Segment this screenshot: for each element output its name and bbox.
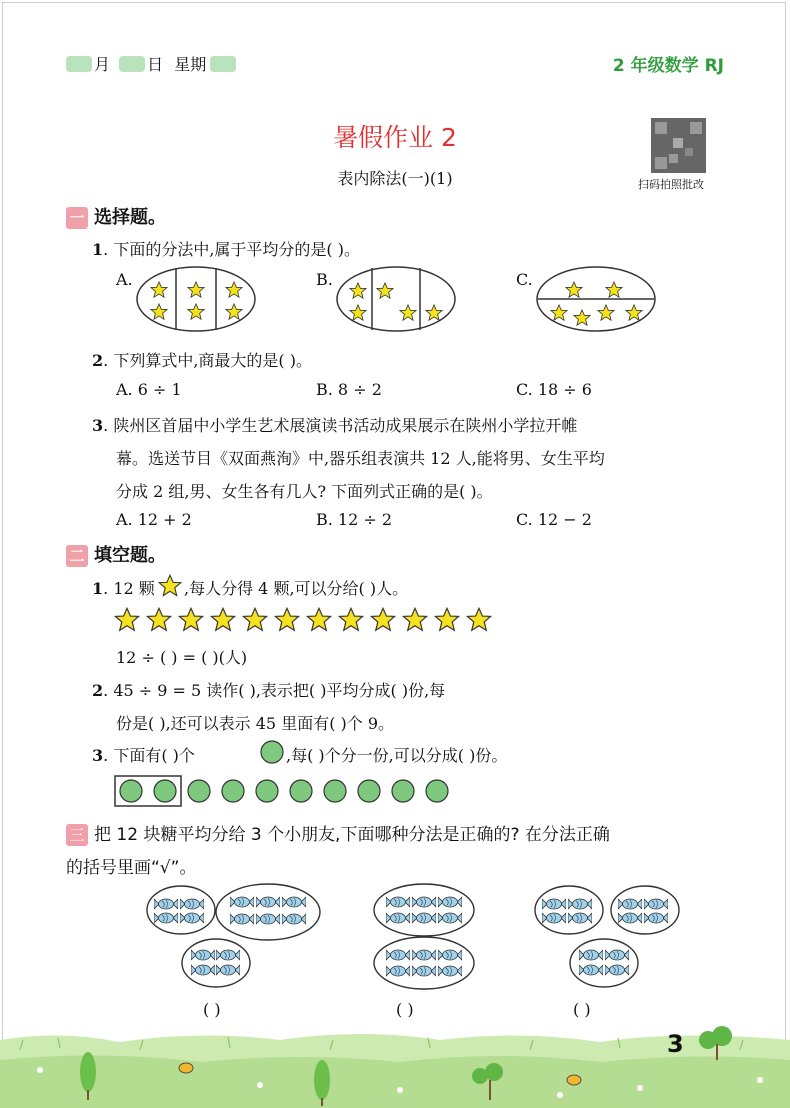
q1-2-option-c: C. 18 ÷ 6: [516, 380, 592, 399]
star-icon: [159, 575, 181, 595]
twelve-stars-row: [115, 608, 490, 630]
page-subtitle: 表内除法(一)(1): [337, 169, 453, 188]
q2-1-formula: 12 ÷ ( ) = ( )(人): [116, 648, 248, 667]
candy-option-1: [147, 884, 320, 987]
q2-1-pre: 1. 12 颗: [92, 579, 155, 598]
candy-option-3: [535, 886, 679, 987]
q1-3-option-b: B. 12 ÷ 2: [316, 510, 393, 529]
candy-option-2: [374, 884, 474, 989]
q1-1-option-a: A.: [116, 270, 133, 289]
q2-1-post: ,每人分得 4 颗,可以分给( )人。: [184, 579, 409, 598]
date-header: 月 日 星期: [66, 52, 236, 75]
q1-2-option-a: A. 6 ÷ 1: [116, 380, 182, 399]
q1-3-option-a: A. 12 + 2: [116, 510, 192, 529]
section-3-line1: 三 把 12 块糖平均分给 3 个小朋友,下面哪种分法是正确的? 在分法正确: [66, 820, 610, 846]
section-2-heading: 二 填空题。: [66, 541, 166, 567]
page-title: 暑假作业 2: [333, 123, 457, 152]
section-1-heading: 一 选择题。: [66, 203, 166, 229]
green-circle-icon: [261, 741, 283, 763]
q1-3-line3: 分成 2 组,男、女生各有几人? 下面列式正确的是( )。: [116, 482, 493, 501]
q2-2-line1: 2. 45 ÷ 9 = 5 读作( ),表示把( )平均分成( )份,每: [92, 681, 446, 700]
q2-2-line2: 份是( ),还可以表示 45 里面有( )个 9。: [116, 714, 395, 733]
answer-blank-2[interactable]: ( ): [396, 1000, 414, 1019]
q1-3-line2: 幕。选送节目《双面燕洵》中,器乐组表演共 12 人,能将男、女生平均: [116, 449, 605, 468]
option-b-figure: [337, 267, 455, 331]
q1-2-option-b: B. 8 ÷ 2: [316, 380, 382, 399]
q1-1-text: 1. 下面的分法中,属于平均分的是( )。: [92, 240, 360, 259]
q1-3-line1: 3. 陕州区首届中小学生艺术展演读书活动成果展示在陕州小学拉开帷: [92, 416, 578, 435]
ten-circles-row: [115, 776, 448, 806]
q2-3-post: ,每( )个分一份,可以分成( )份。: [286, 746, 508, 765]
page-number: 3: [667, 1030, 684, 1058]
qr-label: 扫码拍照批改: [638, 178, 704, 191]
section-3-line2: 的括号里画“√”。: [66, 858, 197, 878]
option-a-figure: [137, 267, 255, 331]
q1-3-option-c: C. 12 − 2: [516, 510, 592, 529]
q1-2-text: 2. 下列算式中,商最大的是( )。: [92, 351, 312, 370]
option-c-figure: [537, 267, 655, 331]
grade-subject: 2 年级数学 RJ: [612, 56, 724, 76]
q2-3-pre: 3. 下面有( )个: [92, 746, 195, 765]
answer-blank-1[interactable]: ( ): [203, 1000, 221, 1019]
q1-1-option-c: C.: [516, 270, 533, 289]
answer-blank-3[interactable]: ( ): [573, 1000, 591, 1019]
q1-1-option-b: B.: [316, 270, 333, 289]
